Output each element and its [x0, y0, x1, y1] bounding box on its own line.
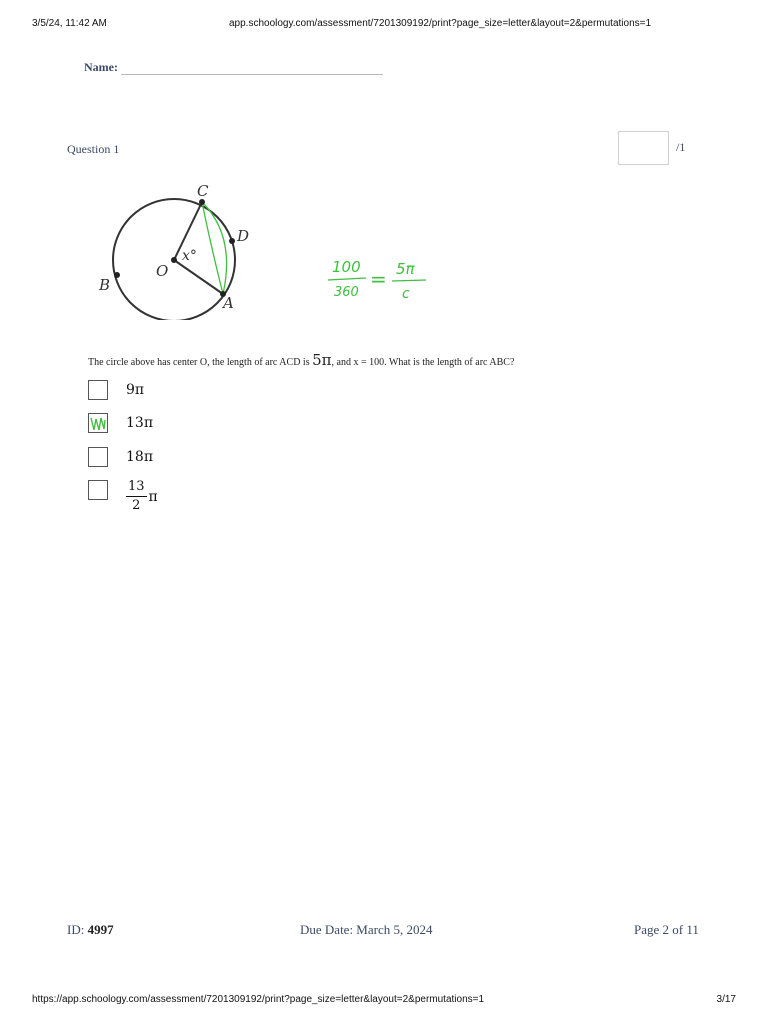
circle-diagram-svg — [92, 180, 262, 320]
print-footer-page: 3/17 — [716, 994, 736, 1005]
score-max: /1 — [676, 140, 686, 154]
label-c: C — [197, 182, 209, 200]
choice-2-checkbox[interactable] — [88, 413, 108, 433]
choice-4-denominator: 2 — [132, 498, 141, 513]
choice-4-fraction — [126, 480, 147, 513]
note-frac-bar-left — [328, 278, 366, 280]
note-num-right: 5π — [396, 260, 415, 278]
point-b — [114, 272, 120, 278]
note-den-left: 360 — [334, 285, 359, 300]
print-header-datetime: 3/5/24, 11:42 AM — [32, 18, 107, 29]
choice-2-label: 13π — [126, 415, 154, 431]
question-text-after: , and x = 100. What is the length of arc ABC? — [331, 357, 515, 368]
handwritten-note — [322, 252, 442, 317]
name-field-line[interactable] — [121, 64, 383, 75]
print-footer-url: https://app.schoology.com/assessment/7201309192/print?page_size=letter&layout=2&permutations=1 — [32, 994, 485, 1005]
choice-4-label — [126, 480, 158, 513]
label-d: D — [237, 227, 250, 245]
point-d — [229, 238, 235, 244]
choice-1[interactable] — [88, 380, 144, 400]
label-b: B — [99, 276, 111, 294]
name-row — [84, 60, 383, 75]
footer-id-value: 4997 — [87, 922, 114, 937]
choice-1-checkbox[interactable] — [88, 380, 108, 400]
score-input-box[interactable] — [618, 131, 669, 165]
footer-id-label: ID: — [67, 922, 85, 937]
label-o: O — [156, 262, 169, 280]
handwritten-note-svg — [322, 252, 442, 312]
name-label: Name: — [84, 60, 118, 74]
label-a: A — [223, 294, 234, 312]
note-equals: = — [370, 267, 387, 291]
note-num-left: 100 — [332, 258, 361, 276]
choice-3[interactable] — [88, 447, 153, 467]
footer-page-number: Page 2 of 11 — [634, 922, 699, 937]
choice-4[interactable] — [88, 480, 158, 513]
question-text-before: The circle above has center O, the length of arc ACD is — [88, 357, 313, 368]
print-header-url: app.schoology.com/assessment/7201309192/print?page_size=letter&layout=2&permutations=1 — [229, 18, 652, 29]
point-o — [171, 257, 177, 263]
question-text — [88, 351, 514, 369]
green-ink-lens — [202, 202, 227, 294]
choice-4-suffix: π — [148, 488, 158, 505]
choice-1-label: 9π — [126, 382, 145, 398]
question-title: Question 1 — [67, 142, 120, 156]
choice-2[interactable] — [88, 413, 153, 433]
choice-4-numerator: 13 — [126, 480, 147, 497]
choice-3-label: 18π — [126, 449, 154, 465]
green-scribble-mark-icon — [89, 414, 107, 432]
note-frac-bar-right — [392, 280, 426, 281]
circle-diagram — [92, 180, 262, 325]
choice-3-checkbox[interactable] — [88, 447, 108, 467]
note-den-right: c — [402, 286, 410, 302]
footer-id — [67, 922, 114, 938]
question-text-math: 5π — [312, 351, 332, 369]
angle-label: x° — [182, 248, 197, 264]
footer-due-date: Due Date: March 5, 2024 — [300, 922, 433, 937]
choice-4-checkbox[interactable] — [88, 480, 108, 500]
